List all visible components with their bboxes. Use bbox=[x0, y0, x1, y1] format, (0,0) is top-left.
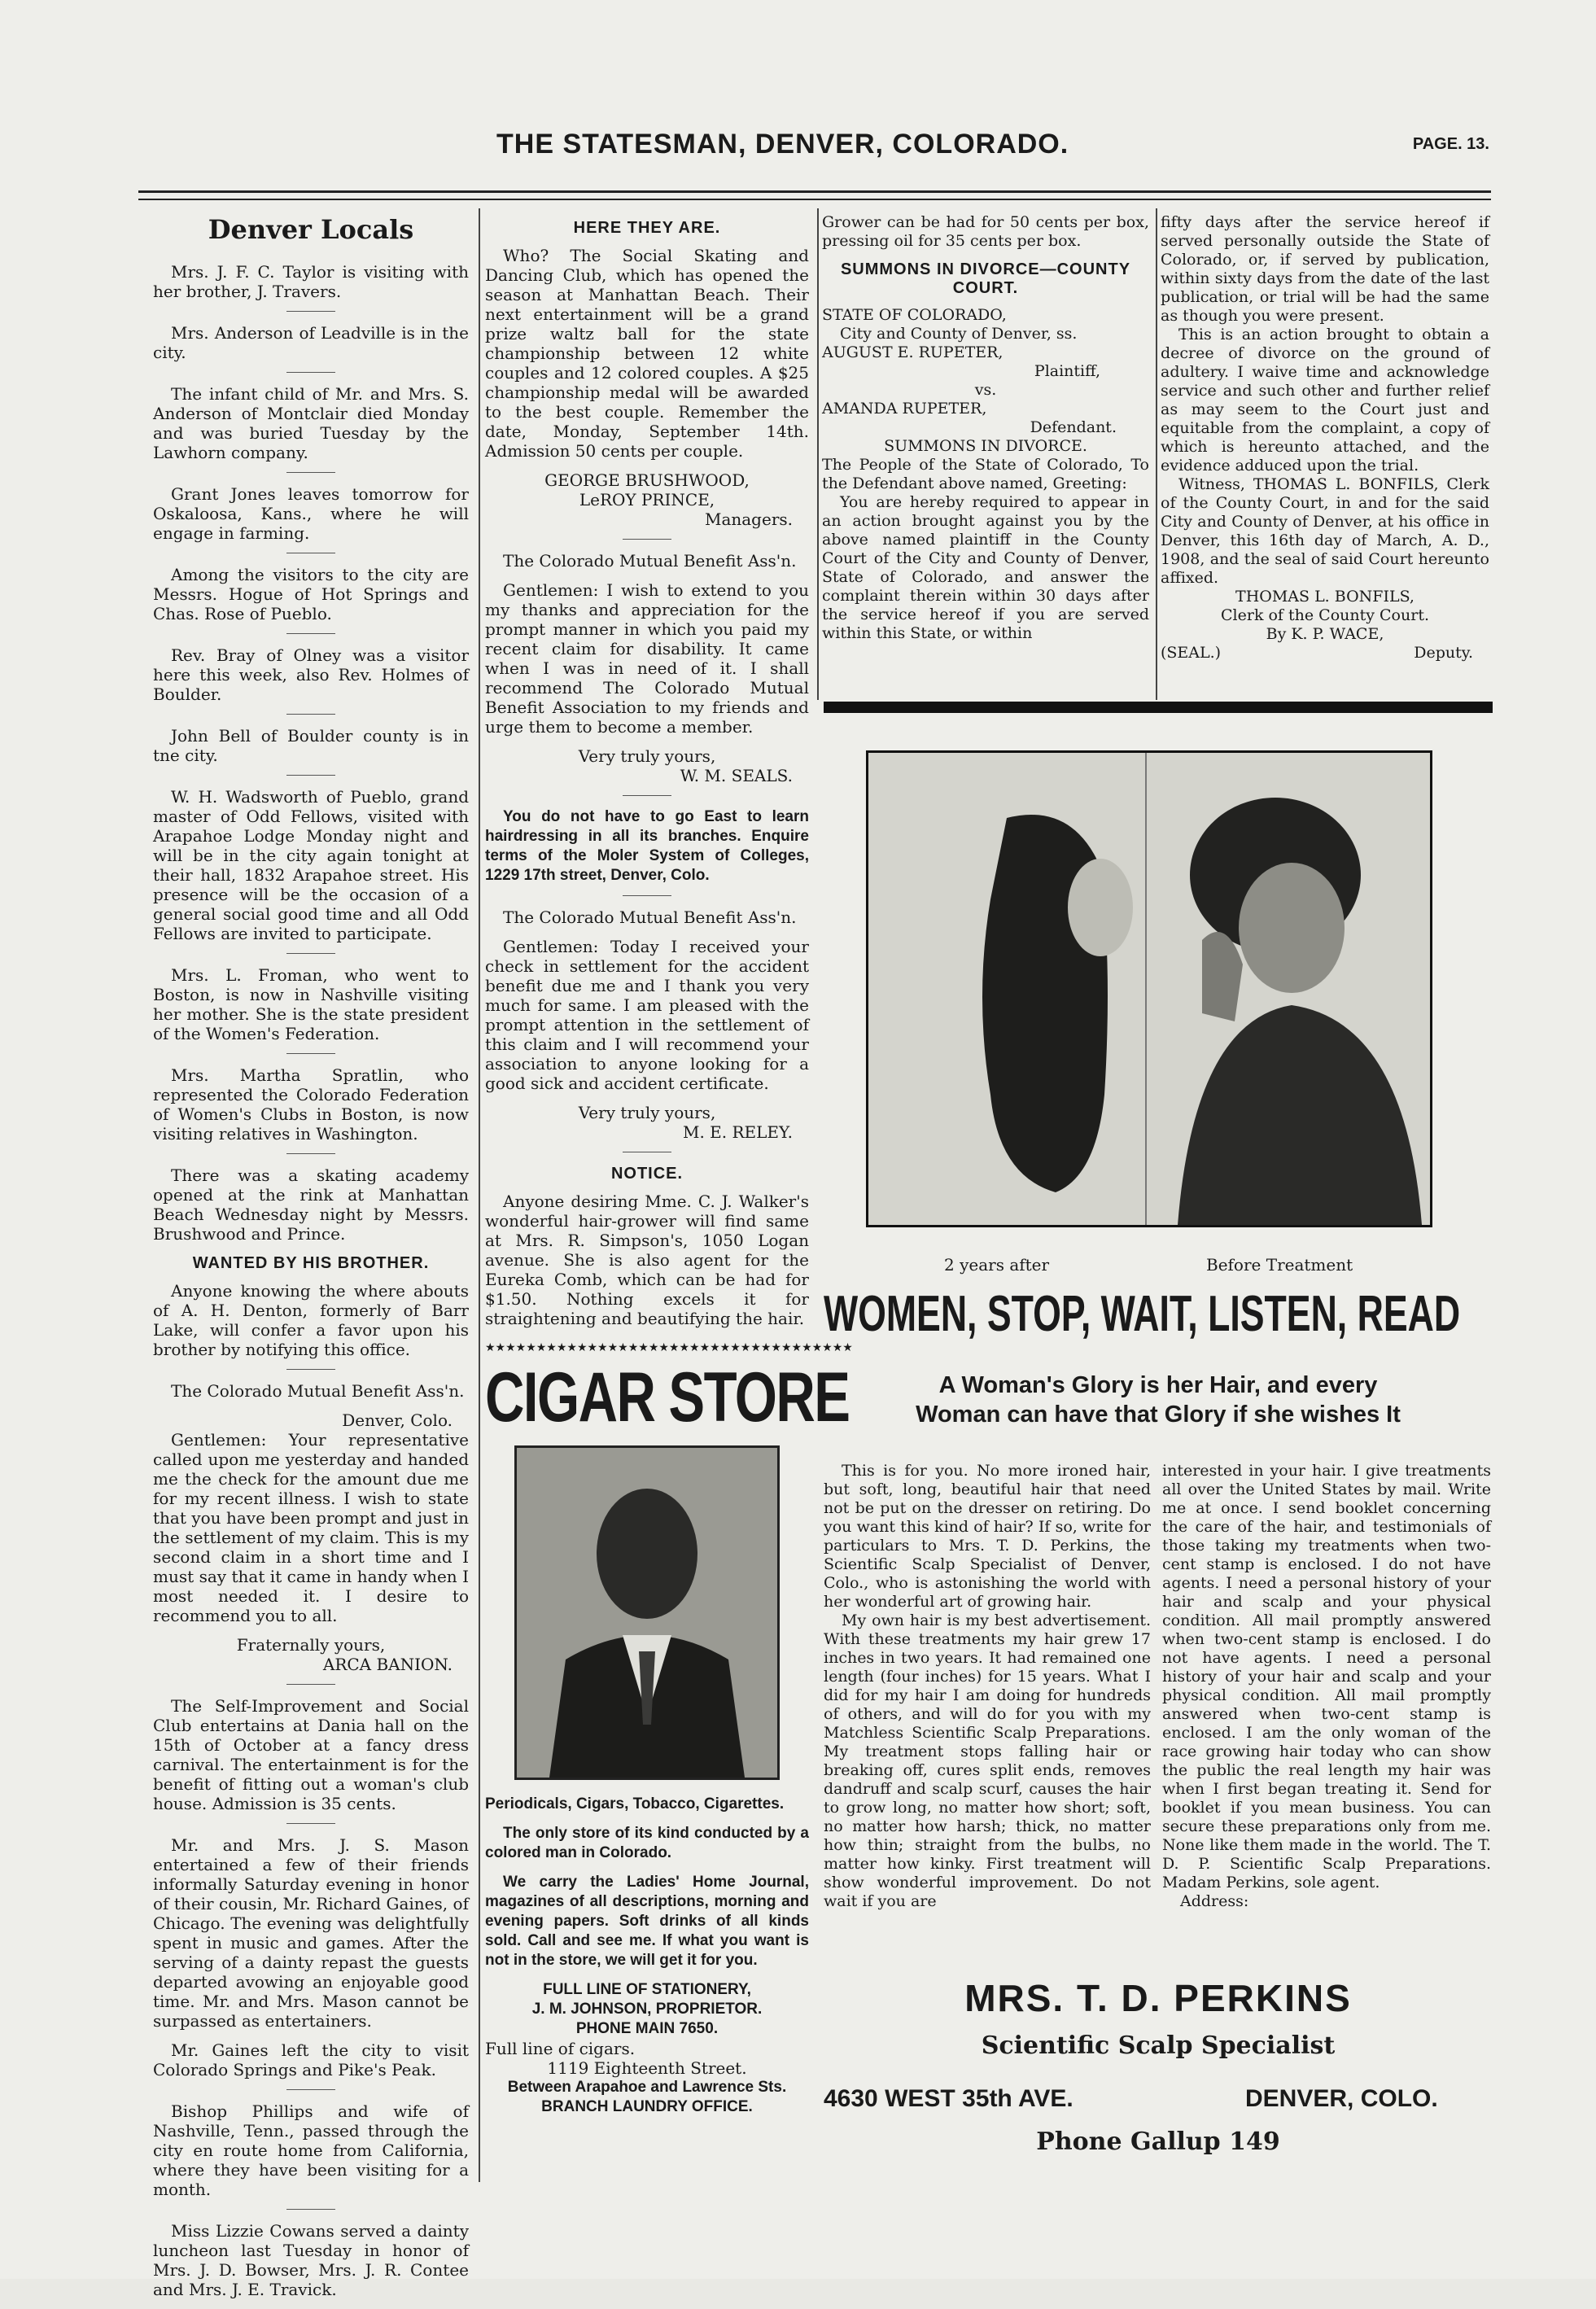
caption-after: 2 years after bbox=[944, 1255, 1050, 1275]
section-heading: Denver Locals bbox=[208, 214, 414, 245]
ad-subheadline bbox=[824, 1371, 1493, 1429]
hair-photo-icon bbox=[868, 753, 1430, 1225]
cigar-address: 1119 Eighteenth Street. bbox=[547, 2058, 747, 2078]
ad-paragraph: My own hair is my best advertisement. With these treatments my hair grew 17 inches in two years. It had remained one length (four inches) for 15 years. What I did for my hair I am doing for hundreds of others, and will do for you with my Matchless Scientific Scalp Preparations. My treatment stops falling hair or breaking off, cures split ends, removes dandruff and scalp scurf, causes the hair to grow long, no matter how short; soft, no matter how harsh; thick, no matter how thin; straight from the bulbs, no matter how kinky. First treatment will show wonderful improvement. Do not wait if you are bbox=[824, 1611, 1151, 1910]
letter-close: Very truly yours, bbox=[578, 746, 716, 766]
summons-subtitle: SUMMONS IN DIVORCE. bbox=[884, 437, 1087, 455]
summons-people: The People of the State of Colorado, To the Defendant above named, Greeting: bbox=[822, 456, 1149, 492]
summons-heading: SUMMONS IN DIVORCE—COUNTY COURT. bbox=[840, 260, 1131, 297]
ad-text-left bbox=[824, 1462, 1151, 1911]
column-two bbox=[485, 213, 853, 2117]
local-item: Mrs. Martha Spratlin, who represented the Colorado Federation of Women's Clubs in Boston, is now visiting relatives in Washington. bbox=[153, 1065, 469, 1144]
cigar-line: J. M. JOHNSON, PROPRIETOR. bbox=[531, 2001, 763, 2018]
page-number: PAGE. 13. bbox=[1412, 135, 1489, 153]
ad-subheadline-line: Woman can have that Glory if she wishes It bbox=[916, 1402, 1401, 1428]
local-item: Grant Jones leaves tomorrow for Oskaloosa, Kans., where he will engage in farming. bbox=[153, 484, 469, 543]
local-item: Rev. Bray of Olney was a visitor here this week, also Rev. Holmes of Boulder. bbox=[153, 645, 469, 704]
clerk-deputy: By K. P. WACE, bbox=[1266, 625, 1384, 643]
letter-signature: M. E. RELEY. bbox=[682, 1122, 793, 1142]
proprietor-portrait bbox=[514, 1445, 780, 1780]
club-notice: Who? The Social Skating and Dancing Club, which has opened the season at Manhattan Beach. Their next entertainment will be a grand prize waltz ball for the state championship between 12 white couples and 12 colored couples. A $25 championship medal will be awarded to the best couple. Remember the date, Monday, September 14th. Admission 50 cents per couple. bbox=[485, 246, 809, 461]
cigar-line: Between Arapahoe and Lawrence Sts. bbox=[507, 2079, 787, 2096]
plaintiff-name: AUGUST E. RUPETER, bbox=[822, 343, 1004, 361]
cigar-caption: Periodicals, Cigars, Tobacco, Cigarettes. bbox=[485, 1795, 785, 1813]
local-item: W. H. Wadsworth of Pueblo, grand master of Odd Fellows, visited with Arapahoe Lodge Monday night and will be in the city again tonight at their hall, 1832 Arapahoe street. His presence will be the occasion of a general social good time and all Odd Fellows are invited to participate. bbox=[153, 787, 469, 943]
cigar-line: FULL LINE OF STATIONERY, bbox=[543, 1981, 751, 1998]
local-item: The infant child of Mr. and Mrs. S. Anderson of Montclair died Monday and was buried Tuesday by the Lawhorn company. bbox=[153, 384, 469, 462]
summons-body: This is an action brought to obtain a decree of divorce on the ground of adultery. I waive time and acknowledge service and such other and further relief as may seem to the Court just and equitable from the complaint, a copy of which is hereunto attached, and the evidence adduced upon the trial. bbox=[1161, 326, 1489, 474]
local-item: Mrs. L. Froman, who went to Boston, is now in Nashville visiting her mother. She is the state president of the Women's Federation. bbox=[153, 965, 469, 1043]
letter-body: Gentlemen: I wish to extend to you my thanks and appreciation for the prompt manner in which you paid my recent claim for disability. It came when I was in need of it. I shall recommend The Colorado Mutual Benefit Association to my friends and urge them to become a member. bbox=[485, 580, 809, 737]
seal-label: (SEAL.) bbox=[1161, 644, 1222, 662]
local-item: Mrs. Anderson of Leadville is in the city. bbox=[153, 323, 469, 362]
summons-body: You are hereby required to appear in an action brought against you by the above named plaintiff in the County Court of the City and County of Denver, State of Colorado, and answer the complaint therein within 30 days after the service hereof if you are served within this State, or within bbox=[822, 493, 1149, 642]
section-heading: HERE THEY ARE. bbox=[573, 219, 721, 237]
letter-close: Very truly yours, bbox=[578, 1103, 716, 1122]
before-after-photo bbox=[866, 750, 1432, 1227]
caption-before: Before Treatment bbox=[1206, 1255, 1353, 1275]
manager-name: GEORGE BRUSHWOOD, bbox=[544, 470, 750, 490]
plaintiff-label: Plaintiff, bbox=[1034, 362, 1100, 380]
local-item: John Bell of Boulder county is in tne city. bbox=[153, 726, 469, 765]
ad-headline: WOMEN, STOP, WAIT, LISTEN, READ bbox=[824, 1286, 1461, 1342]
letter-org: The Colorado Mutual Benefit Ass'n. bbox=[171, 1381, 465, 1401]
clerk-name: THOMAS L. BONFILS, bbox=[1235, 588, 1415, 606]
local-item: Among the visitors to the city are Messrs. Hogue of Hot Springs and Chas. Rose of Pueblo. bbox=[153, 565, 469, 623]
letter-city: Denver, Colo. bbox=[342, 1410, 453, 1430]
header-rule bbox=[138, 190, 1491, 193]
advertiser-street: 4630 WEST 35th AVE. bbox=[824, 2085, 1073, 2112]
column-divider bbox=[479, 208, 480, 2182]
notice-body: Anyone desiring Mme. C. J. Walker's wonderful hair-grower will find same at Mrs. R. Simpson's, 1050 Logan avenue. She is also agent for the Eureka Comb, which can be had for $1.50. Nothing excels it for straightening and beautifying the hair. bbox=[485, 1192, 809, 1328]
local-item: There was a skating academy opened at the rink at Manhattan Beach Wednesday night by Messrs. Brushwood and Prince. bbox=[153, 1165, 469, 1244]
header-rule-thin bbox=[138, 199, 1491, 200]
cigar-text: We carry the Ladies' Home Journal, magazines of all descriptions, morning and evening papers. Soft drinks of all kinds sold. Call and see me. If what you want is not in the store, we will get it for you. bbox=[485, 1874, 809, 1969]
notice-heading: NOTICE. bbox=[610, 1165, 684, 1183]
advertiser-name: MRS. T. D. PERKINS bbox=[964, 1977, 1352, 2019]
ad-address-label: Address: bbox=[1180, 1892, 1249, 1910]
manager-name: LeROY PRINCE, bbox=[579, 490, 715, 509]
advertiser-phone: Phone Gallup 149 bbox=[1036, 2128, 1280, 2156]
letter-signature: ARCA BANION. bbox=[322, 1655, 453, 1674]
star-border: ★★★★★★★★★★★★★★★★★★★★★★★★★★★★★★★★★★★★ bbox=[485, 1341, 853, 1354]
letter-body: Gentlemen: Today I received your check in settlement for the accident benefit due me and I thank you very much for same. I am pleased with the prompt attention in the settlement of this claim and I will recommend your association to anyone looking for a good sick and accident certificate. bbox=[485, 937, 809, 1093]
ad-text-right bbox=[1162, 1462, 1491, 1911]
letter-signature: W. M. SEALS. bbox=[680, 766, 793, 785]
defendant-label: Defendant. bbox=[1030, 418, 1117, 436]
summons-body: fifty days after the service hereof if served personally outside the State of Colorado, or, if served by publication, within sixty days from the date of the last publication, or trial will be had the same as though you were present. bbox=[1161, 213, 1489, 325]
cigar-store-title: CIGAR STORE bbox=[485, 1358, 850, 1437]
deputy-label: Deputy. bbox=[1414, 644, 1473, 662]
cigar-phone: PHONE MAIN 7650. bbox=[575, 2020, 719, 2037]
wanted-notice: Anyone knowing the where abouts of A. H. Denton, formerly of Barr Lake, will confer a favor upon his brother by notifying this office. bbox=[153, 1281, 469, 1359]
cigar-text: The only store of its kind conducted by a colored man in Colorado. bbox=[485, 1825, 809, 1861]
local-item: Bishop Phillips and wife of Nashville, Tenn., passed through the city en route home from California, where they have been visiting for a month. bbox=[153, 2101, 469, 2199]
local-item: Miss Lizzie Cowans served a dainty luncheon last Tuesday in honor of Mrs. J. D. Bowser, Mrs. J. R. Contee and Mrs. J. E. Travick. bbox=[153, 2221, 469, 2299]
ad-subheadline-line: A Woman's Glory is her Hair, and every bbox=[938, 1372, 1378, 1398]
local-item: The Self-Improvement and Social Club entertains at Dania hall on the 15th of October at a fancy dress carnival. The entertainment is for the benefit of fitting out a woman's club house. Admission is 35 cents. bbox=[153, 1696, 469, 1813]
ad-paragraph: This is for you. No more ironed hair, but soft, long, beautiful hair that need not be put on the dresser on retiring. Do you want this kind of hair? If so, write for particulars to Mrs. T. D. Perkins, the Scientific Scalp Specialist of Denver, Colo., who is astonishing the world with her wonderful art of growing hair. bbox=[824, 1462, 1151, 1611]
local-item: Mrs. J. F. C. Taylor is visiting with her brother, J. Travers. bbox=[153, 262, 469, 301]
column-summons bbox=[822, 213, 1149, 653]
ad-paragraph: interested in your hair. I give treatments all over the United States by mail. Write me at once. I send booklet concerning the care of the hair, and testimonials of those taking my treatments when two-cent stamp is enclosed. I do not have agents. I need a personal history of your hair and scalp and your physical condition. All mail promptly answered when two-cent stamp is enclosed. I do not have agents. I need a personal history of your hair and scalp and your physical condition. All mail promptly answered when two-cent stamp is enclosed. I am the only woman of the race growing hair today who can show the public the real length my hair was when I first began treating it. Send for booklet if you mean business. You can secure these preparations only from me. None like them made in the world. The T. D. P. Scientific Scalp Preparations. Madam Perkins, sole agent. bbox=[1162, 1462, 1491, 1891]
letter-org: The Colorado Mutual Benefit Ass'n. bbox=[503, 551, 797, 571]
page-header bbox=[138, 129, 1489, 161]
managers-label: Managers. bbox=[704, 509, 793, 529]
letter-org: The Colorado Mutual Benefit Ass'n. bbox=[503, 907, 797, 927]
versus: vs. bbox=[974, 381, 997, 399]
moler-ad: You do not have to go East to learn hairdressing in all its branches. Enquire terms of the Moler System of Colleges, 1229 17th street, Denver, Colo. bbox=[485, 808, 809, 884]
defendant-name: AMANDA RUPETER, bbox=[822, 400, 987, 418]
letter-body: Gentlemen: Your representative called upon me yesterday and handed me the check for the amount due me for my recent illness. I wish to state that you have been prompt and just in the settlement of my claim. This is my second claim in a short time and I must say that it came in handy when I most needed it. I desire to recommend you to all. bbox=[153, 1430, 469, 1625]
column-denver-locals bbox=[153, 213, 469, 2309]
wanted-heading: WANTED BY HIS BROTHER. bbox=[192, 1254, 430, 1272]
portrait-photo-icon bbox=[517, 1448, 777, 1778]
local-item: Mr. Gaines left the city to visit Colorado Springs and Pike's Peak. bbox=[153, 2040, 469, 2079]
advertiser-title: Scientific Scalp Specialist bbox=[981, 2031, 1336, 2060]
masthead-title: THE STATESMAN, DENVER, COLORADO. bbox=[496, 129, 1069, 160]
advertiser-city: DENVER, COLO. bbox=[1245, 2085, 1438, 2112]
local-item: Mr. and Mrs. J. S. Mason entertained a few of their friends informally Saturday evening in honor of their cousin, Mr. Richard Gaines, of Chicago. The evening was delightfully spent in music and games. After the serving of a dainty repast the guests departed avowing an enjoyable good time. Mr. and Mrs. Mason cannot be surpassed as entertainers. bbox=[153, 1835, 469, 2031]
summons-top: Grower can be had for 50 cents per box, pressing oil for 35 cents per box. bbox=[822, 213, 1149, 250]
letter-close: Fraternally yours, bbox=[236, 1635, 386, 1655]
ad-top-border bbox=[824, 702, 1493, 713]
summons-county: City and County of Denver, ss. bbox=[840, 325, 1078, 343]
cigar-line: Full line of cigars. bbox=[485, 2039, 636, 2058]
summons-state: STATE OF COLORADO, bbox=[822, 306, 1007, 324]
summons-witness: Witness, THOMAS L. BONFILS, Clerk of the County Court, in and for the said City and County of Denver, at his office in Denver, this 16th day of March, A. D., 1908, and the seal of said Court hereunto affixed. bbox=[1161, 475, 1489, 587]
column-divider bbox=[817, 208, 819, 700]
cigar-line: BRANCH LAUNDRY OFFICE. bbox=[541, 2098, 753, 2115]
column-summons-cont bbox=[1161, 213, 1489, 663]
clerk-title: Clerk of the County Court. bbox=[1221, 606, 1429, 624]
column-divider bbox=[1156, 208, 1157, 700]
